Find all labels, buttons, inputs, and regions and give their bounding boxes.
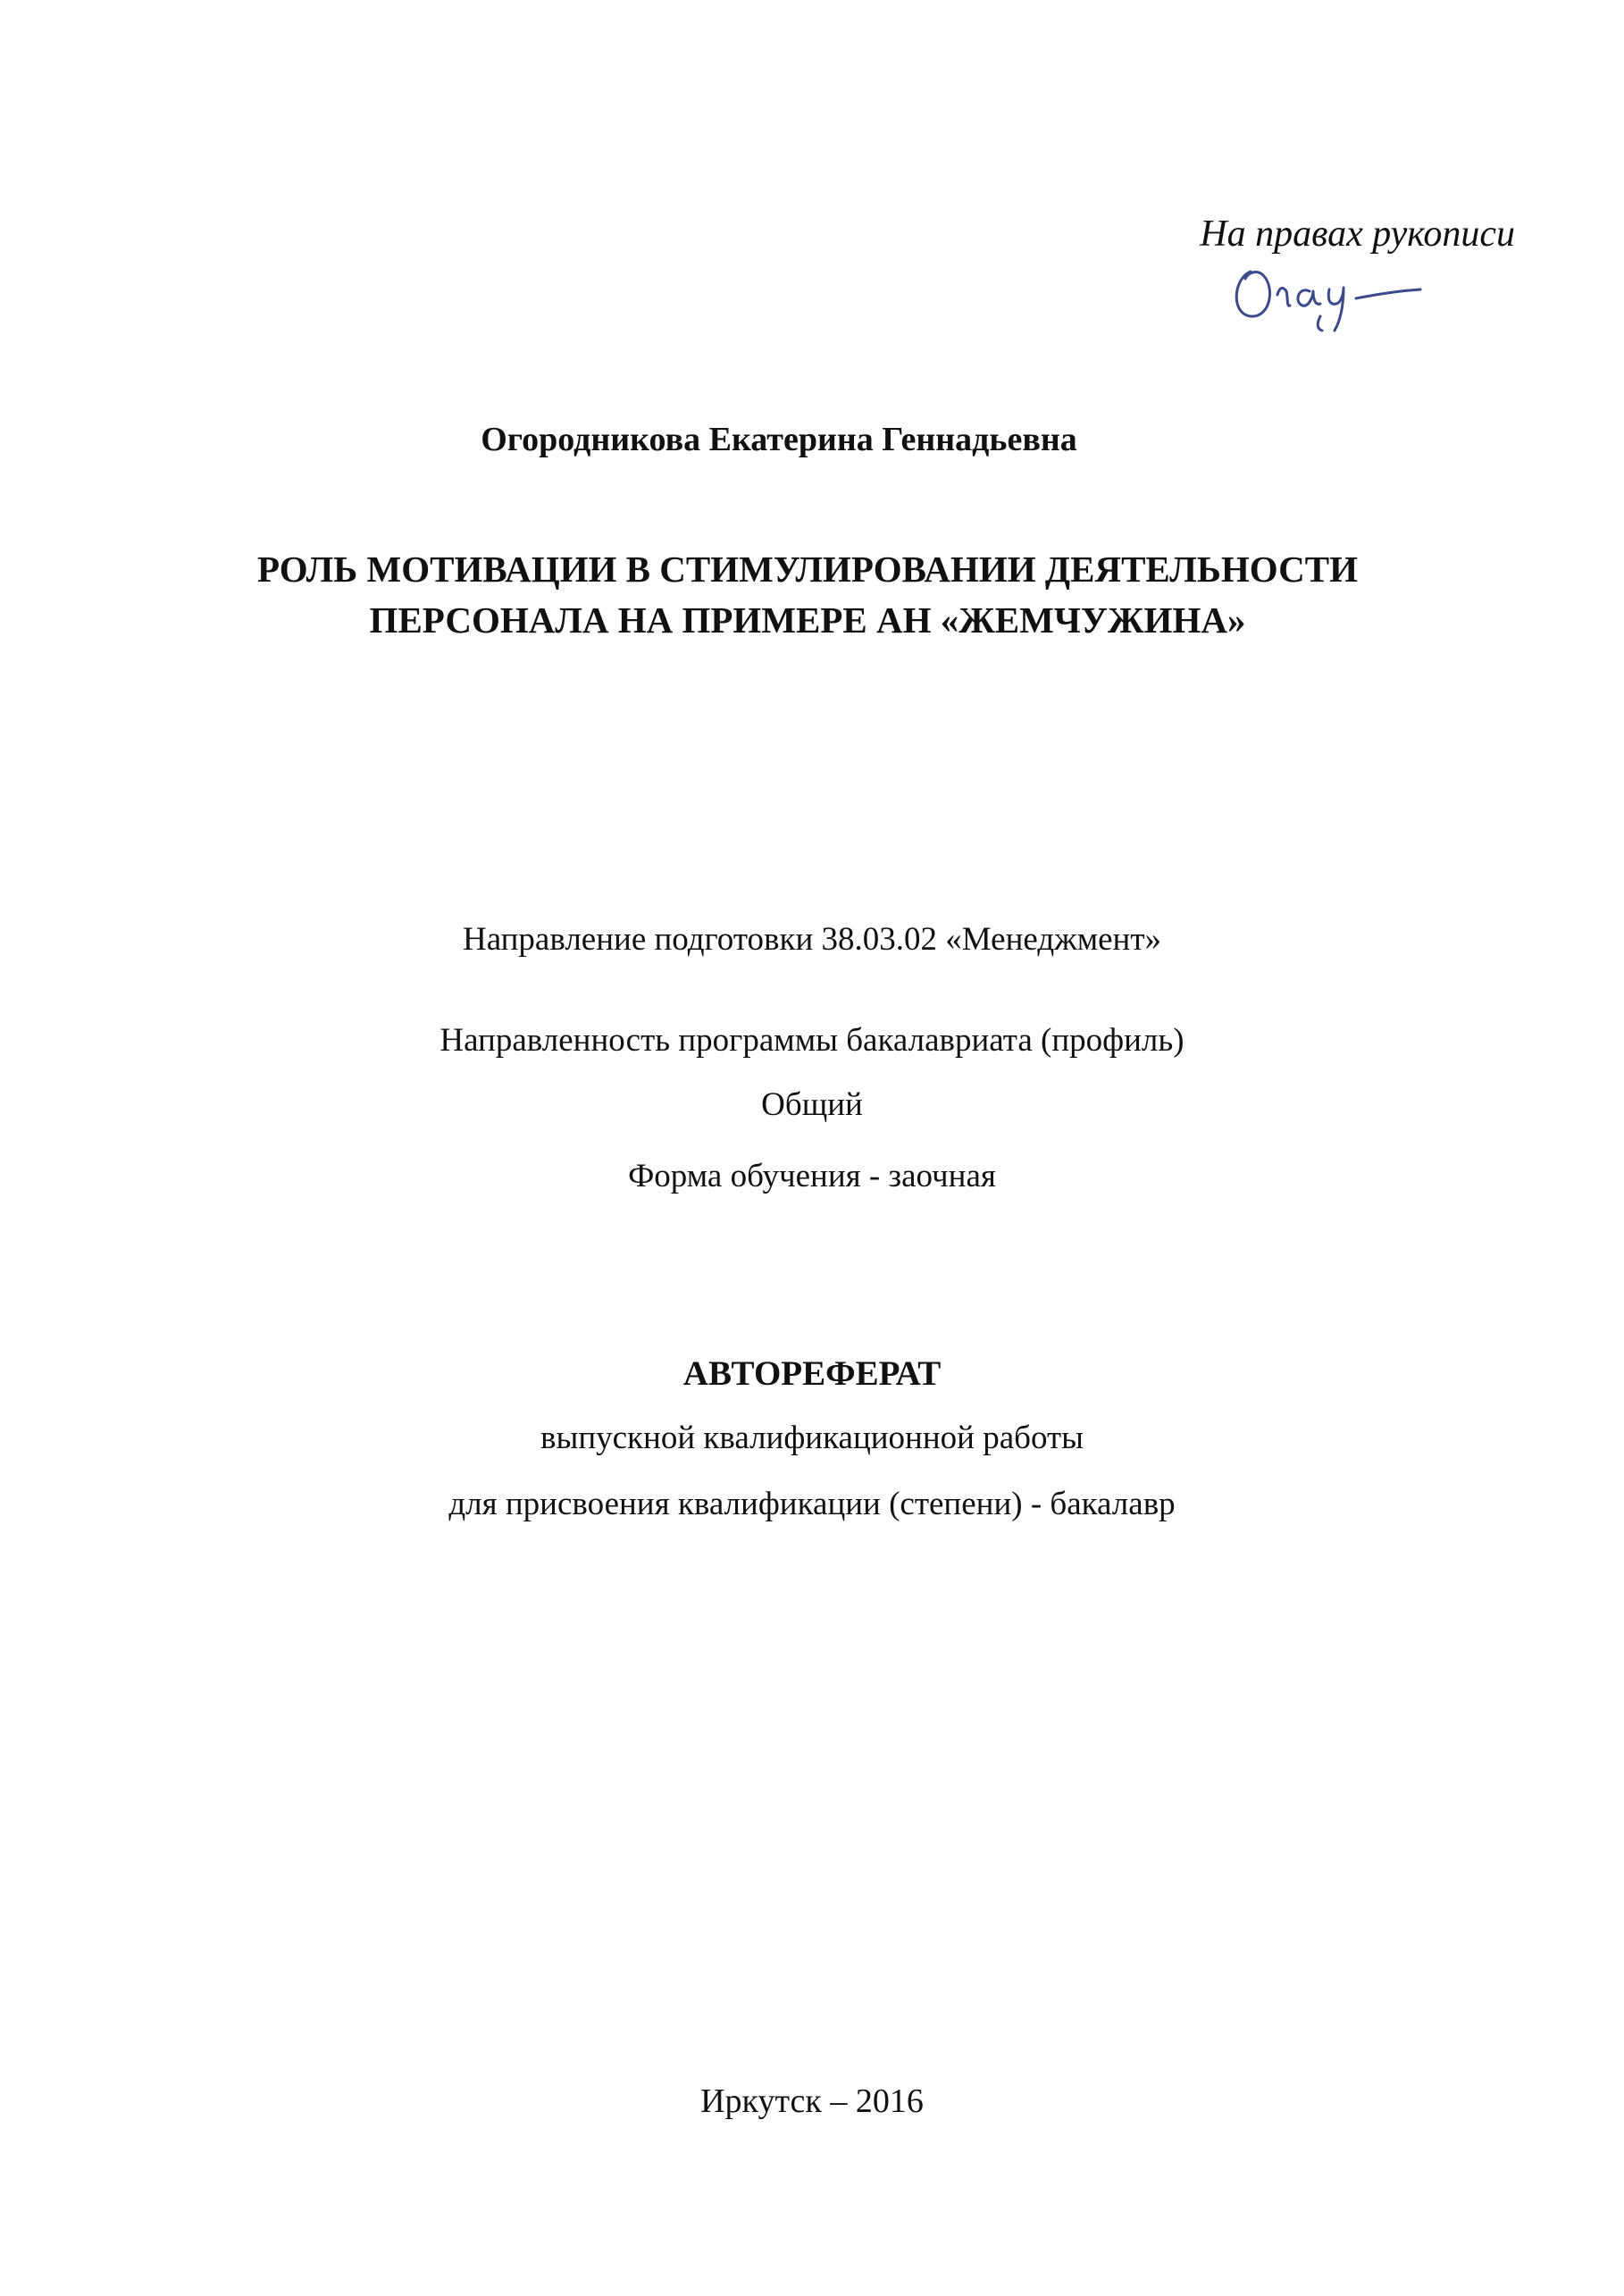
training-direction: Направление подготовки 38.03.02 «Менеджмент» xyxy=(462,921,1162,958)
document-type: АВТОРЕФЕРАТ xyxy=(682,1354,942,1393)
program-focus-label: Направленность программы бакалавриата (профиль) xyxy=(439,1022,1185,1059)
thesis-title-line-1: РОЛЬ МОТИВАЦИИ В СТИМУЛИРОВАНИИ ДЕЯТЕЛЬНОСТИ xyxy=(256,549,1359,590)
author-name: Огородникова Екатерина Геннадьевна xyxy=(481,421,1077,458)
manuscript-note: На правах рукописи xyxy=(1200,214,1515,255)
city-year: Иркутск – 2016 xyxy=(700,2082,924,2120)
program-profile: Общий xyxy=(761,1086,863,1123)
thesis-title-line-2: ПЕРСОНАЛА НА ПРИМЕРЕ АН «ЖЕМЧУЖИНА» xyxy=(369,599,1246,641)
handwritten-signature xyxy=(1224,252,1434,337)
study-form: Форма обучения - заочная xyxy=(628,1158,996,1194)
document-subtitle-1: выпускной квалификационной работы xyxy=(540,1420,1084,1456)
document-subtitle-2: для присвоения квалификации (степени) - бакалавр xyxy=(448,1486,1176,1522)
